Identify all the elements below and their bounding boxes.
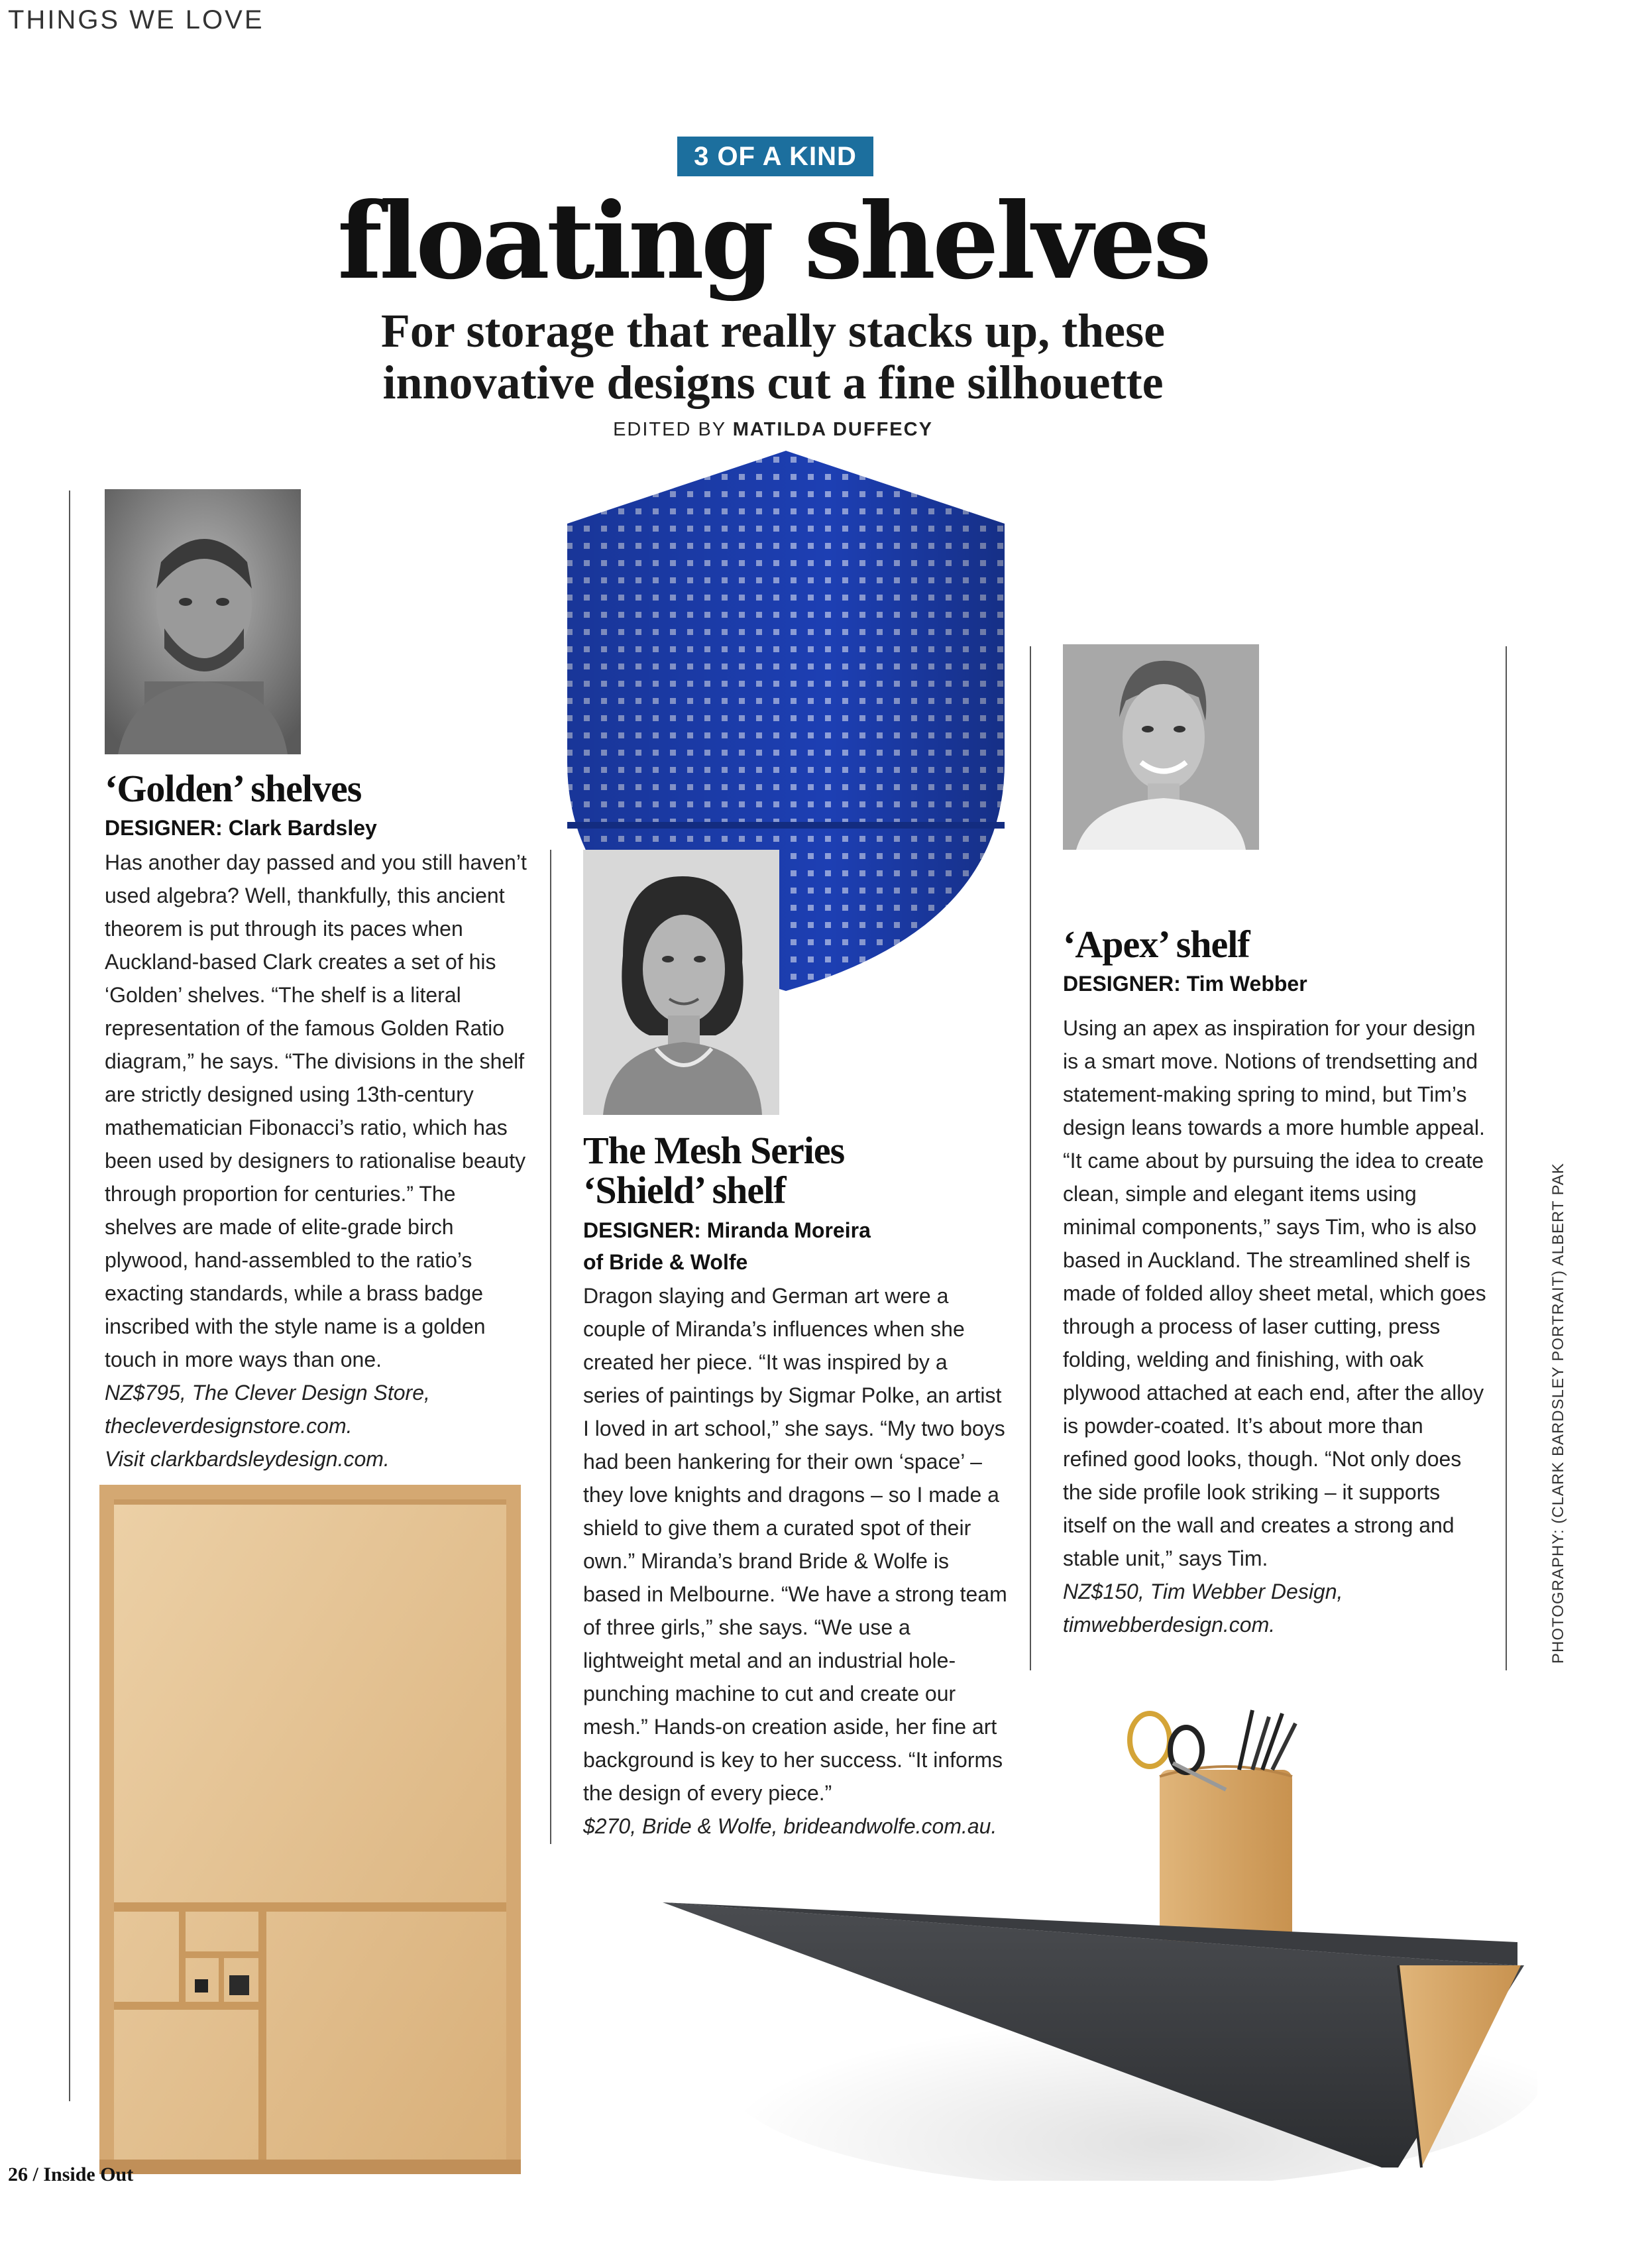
apex-price-line-2: timwebberdesign.com.: [1063, 1613, 1276, 1637]
photo-credit: PHOTOGRAPHY: (CLARK BARDSLEY PORTRAIT) ALBERT PAK: [1549, 1163, 1567, 1664]
apex-shelf-illustration: [656, 1704, 1537, 2181]
column-rule-right-a: [1030, 646, 1031, 1670]
apex-title: ‘Apex’ shelf: [1063, 923, 1250, 966]
mesh-title-line-2: ‘Shield’ shelf: [583, 1169, 786, 1212]
mesh-designer-company: of Bride & Wolfe: [583, 1250, 748, 1274]
apex-body-text: Using an apex as inspiration for your design is a smart move. Notions of trendsetting and statement-making spring to mind, but Tim’s design leans towards a more humble appeal. “It came about by pursuing the idea to create clean, simple and elegant items using minimal components,” says Tim, who is also based in Auckland. The streamlined shelf is made of folded alloy sheet metal, which goes through a process of laser cutting, press folding, welding and finishing, with oak plywood attached at each end, after the alloy is powder-coated. It’s about more than refined good looks, though. “Not only does the side profile look striking – it supports itself on the wall and creates a strong and stable unit,” says Tim.: [1063, 1016, 1486, 1570]
golden-designer-name: Clark Bardsley: [228, 816, 377, 840]
mesh-designer: [583, 1214, 1020, 1278]
mesh-title-line-1: The Mesh Series: [583, 1129, 845, 1172]
tim-portrait-image: [1063, 644, 1259, 850]
clark-portrait-image: [105, 489, 301, 754]
page-folio: 26 / Inside Out: [8, 2164, 134, 2185]
byline-editor: MATILDA DUFFECY: [732, 419, 933, 440]
mesh-designer-label: DESIGNER:: [583, 1218, 701, 1242]
golden-shelf-illustration: [99, 1485, 521, 2174]
column-rule-right-b: [1506, 646, 1507, 1670]
mesh-title: [583, 1131, 1020, 1210]
golden-shelf-image: [99, 1485, 521, 2174]
apex-shelf-image: [656, 1704, 1537, 2181]
standfirst-line-1: For storage that really stacks up, these: [380, 304, 1166, 357]
page-headline: floating shelves: [337, 180, 1209, 303]
golden-title: ‘Golden’ shelves: [105, 767, 362, 810]
golden-price-line-3: Visit clarkbardsleydesign.com.: [105, 1447, 390, 1471]
miranda-portrait-image: [583, 850, 779, 1115]
mesh-designer-name: Miranda Moreira: [706, 1218, 871, 1242]
mesh-body-text: Dragon slaying and German art were a couple of Miranda’s influences when she created her piece. “It was inspired by a series of paintings by Sigmar Polke, an artist I loved in art school,” she says. “My two boys had been hankering for their own ‘space’ – they love knights and dragons – so I made a shield to give them a curated spot of their own.” Miranda’s brand Bride & Wolfe is based in Melbourne. “We have a strong team of three girls,” she says. “We use a lightweight metal and an industrial hole-punching machine to cut and create our mesh.” Hands-on creation aside, her fine art background is key to her success. “It informs the design of every piece.”: [583, 1284, 1007, 1805]
golden-body: [105, 846, 529, 1475]
golden-price-line-2: thecleverdesignstore.com.: [105, 1414, 353, 1438]
section-label: THINGS WE LOVE: [8, 5, 264, 34]
column-rule-middle: [550, 850, 551, 1844]
golden-body-text: Has another day passed and you still haven’t used algebra? Well, thankfully, this ancient theorem is put through its paces when Auckland-based Clark creates a set of his ‘Golden’ shelves. “The shelf is a literal representation of the famous Golden Ratio diagram,” he says. “The divisions in the shelf are strictly designed using 13th-century mathematician Fibonacci’s ratio, which has been used by designers to rationalise beauty through proportion for centuries.” The shelves are made of elite-grade birch plywood, hand-assembled to the ratio’s exacting standards, while a brass badge inscribed with the style name is a golden touch in more ways than one.: [105, 850, 527, 1371]
apex-designer: [1063, 968, 1500, 1000]
apex-price-line-1: NZ$150, Tim Webber Design,: [1063, 1580, 1343, 1603]
clark-bardsley-portrait: [105, 489, 301, 754]
apex-body: [1063, 1012, 1487, 1641]
standfirst-line-2: innovative designs cut a fine silhouette: [382, 356, 1164, 409]
byline: [0, 419, 1546, 441]
column-rule-left: [69, 491, 70, 2101]
golden-designer: [105, 812, 529, 844]
standfirst: [0, 305, 1546, 408]
golden-designer-label: DESIGNER:: [105, 816, 223, 840]
apex-designer-name: Tim Webber: [1186, 972, 1307, 996]
byline-label: EDITED BY: [613, 419, 726, 440]
miranda-moreira-portrait: [583, 850, 779, 1115]
golden-price-line-1: NZ$795, The Clever Design Store,: [105, 1381, 430, 1405]
kicker-badge: 3 OF A KIND: [677, 137, 873, 176]
apex-designer-label: DESIGNER:: [1063, 972, 1181, 996]
mesh-price: $270, Bride & Wolfe, brideandwolfe.com.au.: [583, 1814, 997, 1838]
tim-webber-portrait: [1063, 644, 1259, 850]
